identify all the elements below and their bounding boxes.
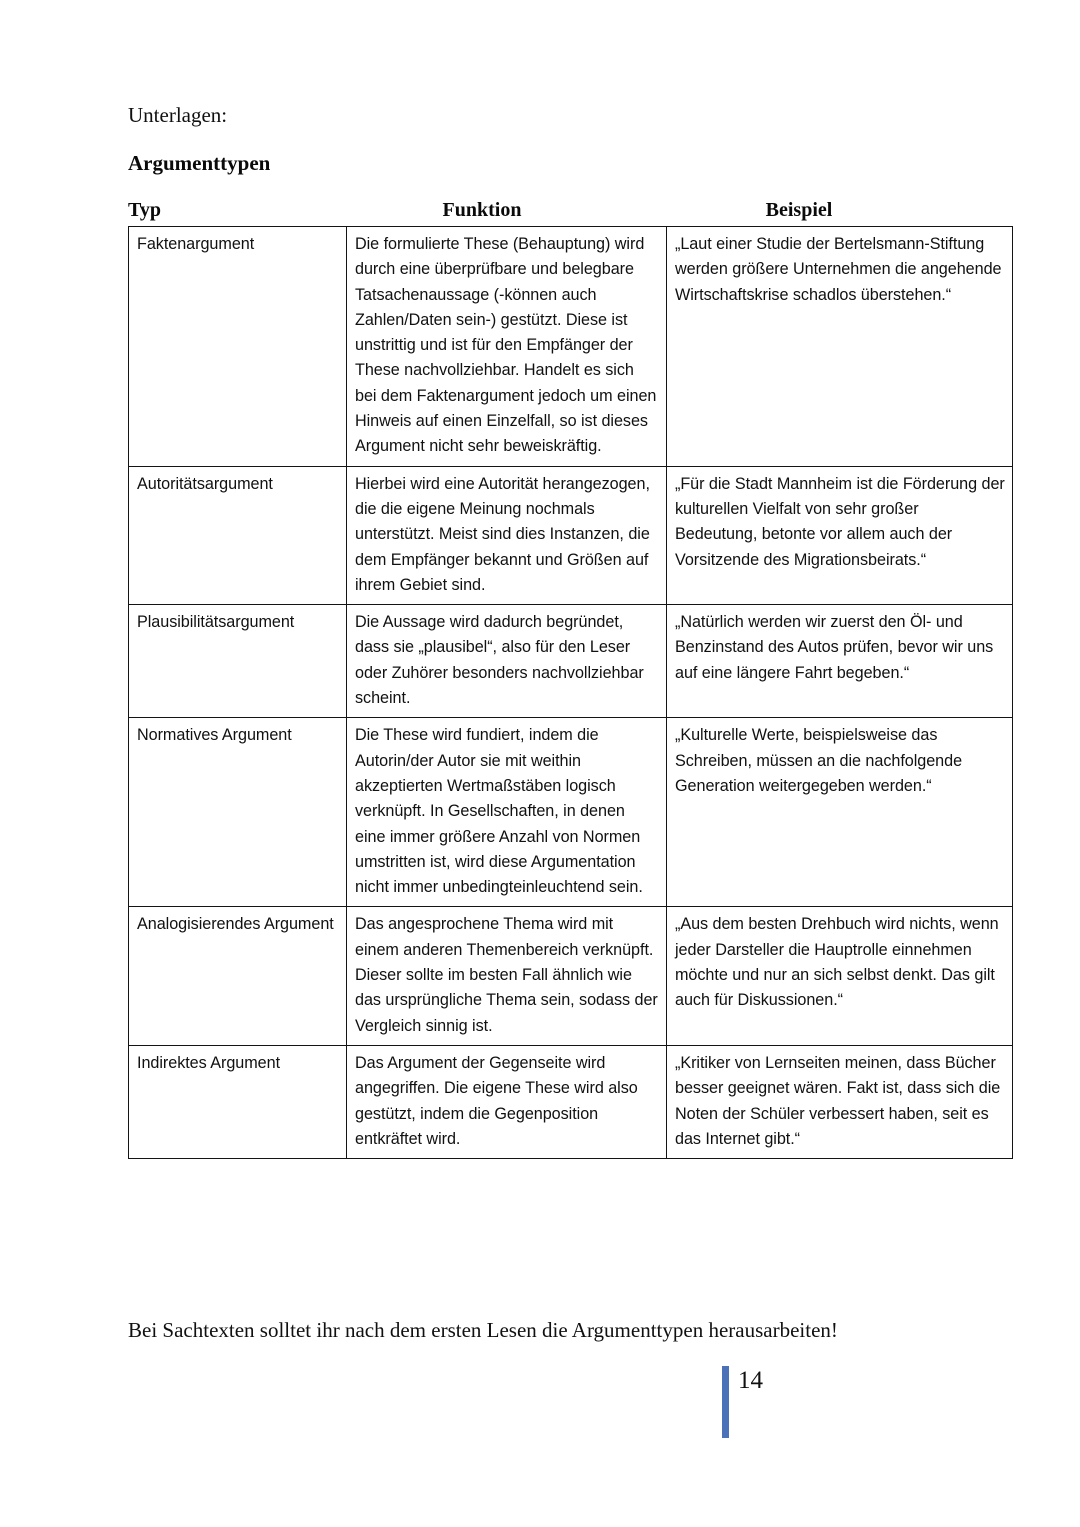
page-number: 14 [738,1367,763,1394]
column-header-beispiel: Beispiel [765,199,833,221]
table-row [129,605,1013,718]
cell-beispiel: „Für die Stadt Mannheim ist die Förderung der kulturellen Vielfalt von sehr großer Bedeutung, betonte vor allem auch der Vorsitzende des Migrationsbeirats.“ [667,466,1013,604]
table-row [129,907,1013,1045]
cell-typ: Analogisierendes Argument [129,907,347,1045]
section-heading: Argumenttypen [128,151,271,175]
cell-beispiel: „Kritiker von Lernseiten meinen, dass Bücher besser geeignet wären. Fakt ist, dass sich die Noten der Schüler verbessert haben, seit es das Internet gibt.“ [667,1045,1013,1158]
intro-label: Unterlagen: [128,103,228,127]
cell-beispiel: „Natürlich werden wir zuerst den Öl- und Benzinstand des Autos prüfen, bevor wir uns auf eine längere Fahrt begeben.“ [667,605,1013,718]
closing-note: Bei Sachtexten solltet ihr nach dem ersten Lesen die Argumenttypen herausarbeiten! [128,1318,838,1342]
table-row [129,466,1013,604]
cell-beispiel: „Aus dem besten Drehbuch wird nichts, wenn jeder Darsteller die Hauptrolle einnehmen möchte und nur an sich selbst denkt. Das gilt auch für Diskussionen.“ [667,907,1013,1045]
cell-typ: Indirektes Argument [129,1045,347,1158]
cell-funktion: Hierbei wird eine Autorität herangezogen, die die eigene Meinung nochmals unterstützt. Meist sind dies Instanzen, die dem Empfänger bekannt und Größen auf ihrem Gebiet sind. [347,466,667,604]
column-header-funktion: Funktion [442,199,522,221]
table-row [129,718,1013,907]
cell-funktion: Die Aussage wird dadurch begründet, dass sie „plausibel“, also für den Leser oder Zuhörer besonders nachvollziehbar scheint. [347,605,667,718]
cell-typ: Plausibilitätsargument [129,605,347,718]
column-header-typ: Typ [128,199,161,221]
cell-funktion: Die These wird fundiert, indem die Autorin/der Autor sie mit weithin akzeptierten Wertmaßstäben logisch verknüpft. In Gesellschaften, in denen eine immer größere Anzahl von Normen umstritten ist, wird diese Argumentation nicht immer unbedingteinleuchtend sein. [347,718,667,907]
table-row [129,227,1013,467]
cell-funktion: Das angesprochene Thema wird mit einem anderen Themenbereich verknüpft. Dieser sollte im besten Fall ähnlich wie das ursprüngliche Thema sein, sodass der Vergleich sinnig ist. [347,907,667,1045]
cell-funktion: Die formulierte These (Behauptung) wird durch eine überprüfbare und belegbare Tatsachenaussage (-können auch Zahlen/Daten sein-) gestützt. Diese ist unstrittig und ist für den Empfänger der These nachvollziehbar. Handelt es sich bei dem Faktenargument jedoch um einen Hinweis auf einen Einzelfall, so ist dieses Argument nicht sehr beweiskräftig. [347,227,667,467]
cell-typ: Normatives Argument [129,718,347,907]
page-number-accent-bar [722,1366,729,1438]
cell-funktion: Das Argument der Gegenseite wird angegriffen. Die eigene These wird also gestützt, indem die Gegenposition entkräftet wird. [347,1045,667,1158]
table-body [129,227,1013,1159]
cell-beispiel: „Laut einer Studie der Bertelsmann-Stiftung werden größere Unternehmen die angehende Wirtschaftskrise schadlos überstehen.“ [667,227,1013,467]
cell-beispiel: „Kulturelle Werte, beispielsweise das Schreiben, müssen an die nachfolgende Generation weitergegeben werden.“ [667,718,1013,907]
cell-typ: Autoritätsargument [129,466,347,604]
argumenttypen-table [128,226,1013,1159]
table-column-headers [128,199,964,223]
page-number-block [722,1366,763,1438]
table-row [129,1045,1013,1158]
cell-typ: Faktenargument [129,227,347,467]
